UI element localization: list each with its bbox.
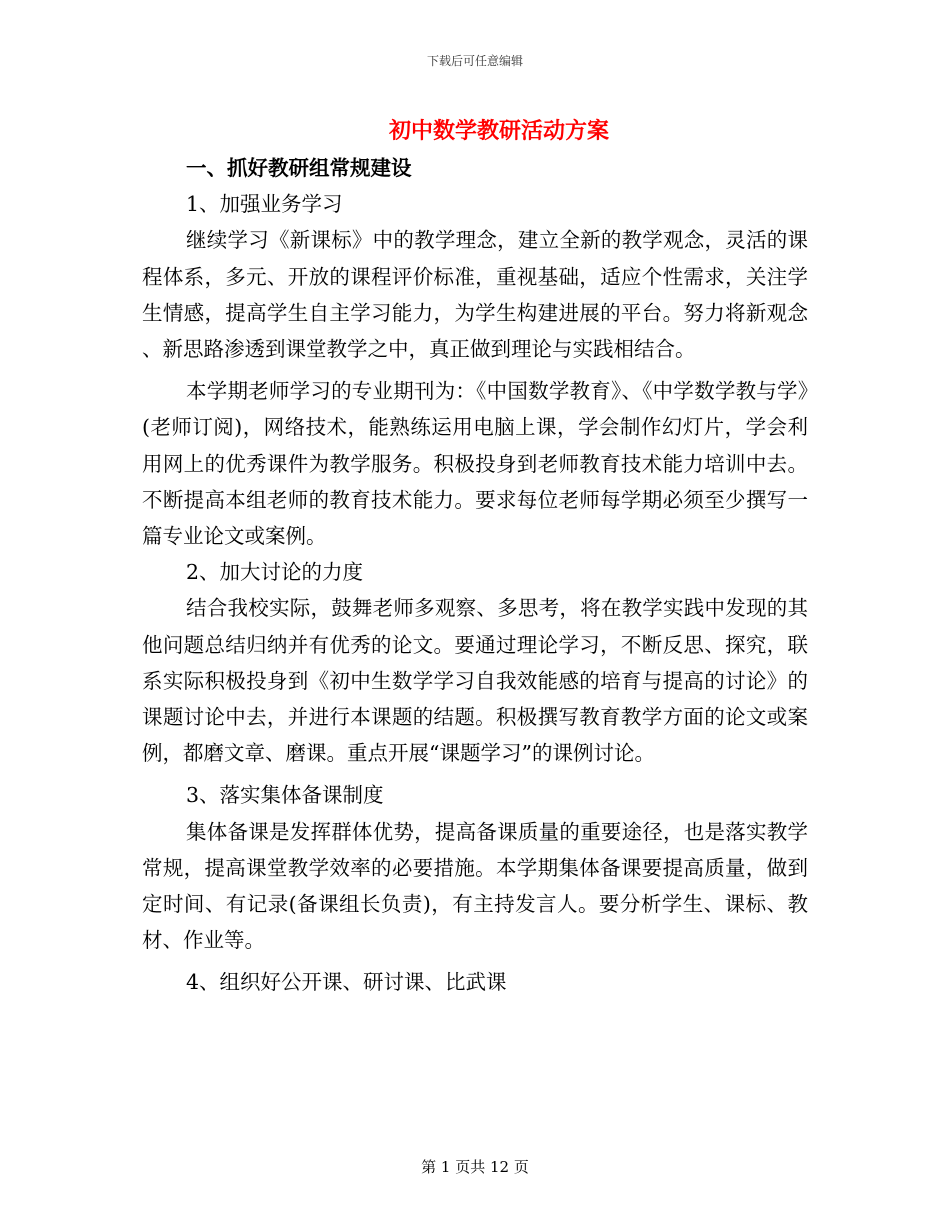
subsection-heading-3: 3、落实集体备课制度 xyxy=(186,783,384,808)
paragraph-sub3-1: 集体备课是发挥群体优势，提高备课质量的重要途径，也是落实教学常规，提高课堂教学效率的必要措施。本学期集体备课要提高质量，做到定时间、有记录(备课组长负责)，有主持发言人。要分析学生、课标、教材、作业等。 xyxy=(142,819,808,953)
section-heading-1: 一、抓好教研组常规建设 xyxy=(186,156,412,180)
page-header-note: 下载后可任意编辑 xyxy=(426,54,523,68)
page-number: 第 1 页共 12 页 xyxy=(421,1158,529,1176)
document-body xyxy=(142,150,808,1001)
subsection-heading-1: 1、加强业务学习 xyxy=(186,192,343,217)
document-title: 初中数学教研活动方案 xyxy=(388,118,609,144)
subsection-heading-2: 2、加大讨论的力度 xyxy=(186,560,364,585)
subsection-heading-4: 4、组织好公开课、研讨课、比武课 xyxy=(186,970,507,995)
paragraph-sub1-1: 继续学习《新课标》中的教学理念，建立全新的教学观念，灵活的课程体系，多元、开放的课程评价标准，重视基础，适应个性需求，关注学生情感，提高学生自主学习能力，为学生构建进展的平台。努力将新观念、新思路渗透到课堂教学之中，真正做到理论与实践相结合。 xyxy=(142,228,808,362)
paragraph-sub1-2: 本学期老师学习的专业期刊为：《中国数学教育》、《中学数学教与学》(老师订阅)，网络技术，能熟练运用电脑上课，学会制作幻灯片，学会利用网上的优秀课件为教学服务。积极投身到老师教育技术能力培训中去。不断提高本组老师的教育技术能力。要求每位老师每学期必须至少撰写一篇专业论文或案例。 xyxy=(142,379,808,549)
paragraph-sub2-1: 结合我校实际，鼓舞老师多观察、多思考，将在教学实践中发现的其他问题总结归纳并有优秀的论文。要通过理论学习，不断反思、探究，联系实际积极投身到《初中生数学学习自我效能感的培育与提高的讨论》的课题讨论中去，并进行本课题的结题。积极撰写教育教学方面的论文或案例，都磨文章、磨课。重点开展“课题学习”的课例讨论。 xyxy=(142,596,808,766)
